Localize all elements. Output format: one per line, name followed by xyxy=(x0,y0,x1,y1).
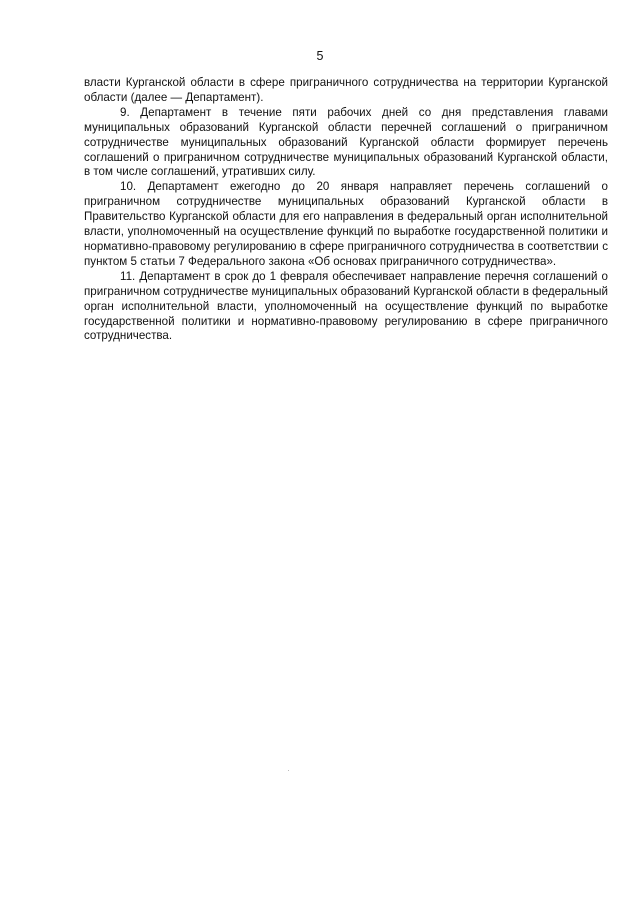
paragraph-item-11: 11. Департамент в срок до 1 февраля обеспечивает направление перечня соглашений о приграничном сотрудничестве муниципальных образований Курганской области в федеральный орган исполнительной власти, уполномоченный на осуществление функций по выработке государственной политики и нормативно-правовому регулированию в сфере приграничного сотрудничества. xyxy=(84,269,608,343)
document-body xyxy=(84,76,608,344)
paragraph-item-9: 9. Департамент в течение пяти рабочих дней со дня представления главами муниципальных образований Курганской области перечней соглашений о приграничном сотрудничестве муниципальных образований Курганской области формирует перечень соглашений о приграничном сотрудничестве муниципальных образований Курганской области, в том числе соглашений, утративших силу. xyxy=(84,105,608,179)
page-number: 5 xyxy=(316,49,324,63)
paragraph-continuation: власти Курганской области в сфере приграничного сотрудничества на территории Курганской области (далее — Департамент). xyxy=(84,76,608,104)
paragraph-item-10: 10. Департамент ежегодно до 20 января направляет перечень соглашений о приграничном сотрудничестве муниципальных образований Курганской области в Правительство Курганской области для его направления в федеральный орган исполнительной власти, уполномоченный на осуществление функций по выработке государственной политики и нормативно-правовому регулированию в сфере приграничного сотрудничества в соответствии с пунктом 5 статьи 7 Федерального закона «Об основах приграничного сотрудничества». xyxy=(84,180,608,268)
scan-speck xyxy=(288,770,289,771)
